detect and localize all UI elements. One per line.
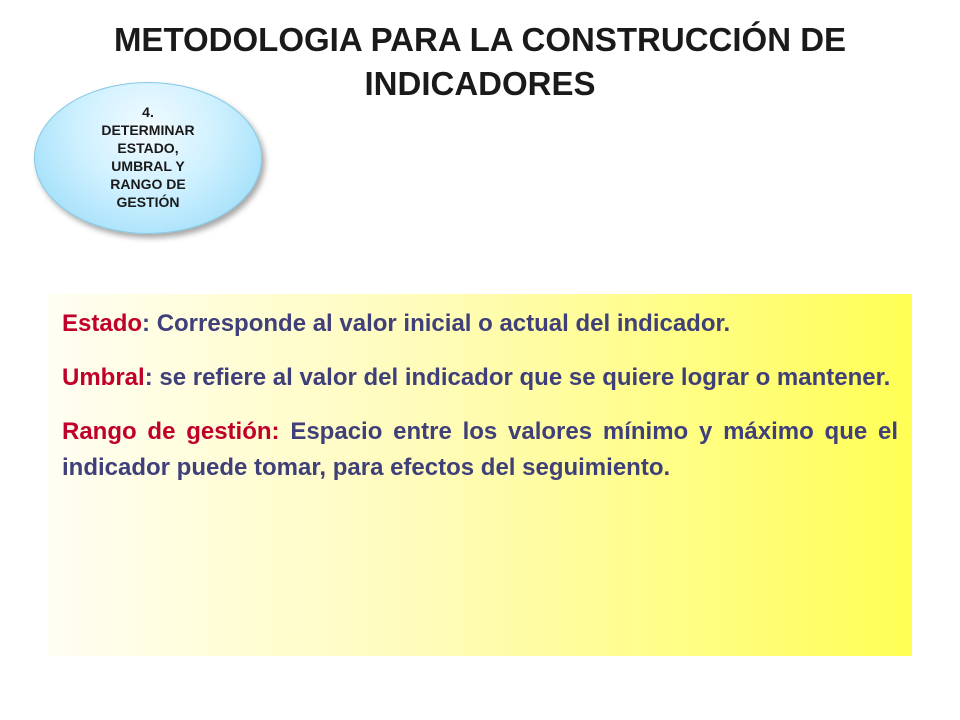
step-line: 4. [142,104,154,120]
definition-separator: : [142,310,157,337]
definition-term: Rango de gestión: [62,418,280,445]
definition-umbral [62,360,898,396]
definition-estado [62,306,898,342]
slide-title-line-1: METODOLOGIA PARA LA CONSTRUCCIÓN DE [113,21,847,58]
step-line: ESTADO, [117,140,179,156]
definitions-box [48,294,912,656]
step-line: DETERMINAR [101,122,195,138]
definition-term: Estado [62,310,143,337]
definition-term: Umbral [62,364,145,391]
step-line: RANGO DE [110,176,186,192]
definition-text: Espacio entre los valores mínimo y máximo que el indicador puede tomar, para efectos del seguimiento. [62,418,899,481]
step-line: GESTIÓN [116,194,180,210]
slide-title-line-2: INDICADORES [364,65,596,102]
definition-text: Corresponde al valor inicial o actual del indicador. [156,310,731,337]
definition-separator [280,418,291,445]
definition-text: se refiere al valor del indicador que se quiere lograr o mantener. [159,364,891,391]
step-line: UMBRAL Y [111,158,185,174]
definition-rango-de-gestion [62,414,898,486]
definition-separator: : [144,364,160,391]
step-bubble [34,82,262,234]
step-bubble-text [83,103,213,211]
